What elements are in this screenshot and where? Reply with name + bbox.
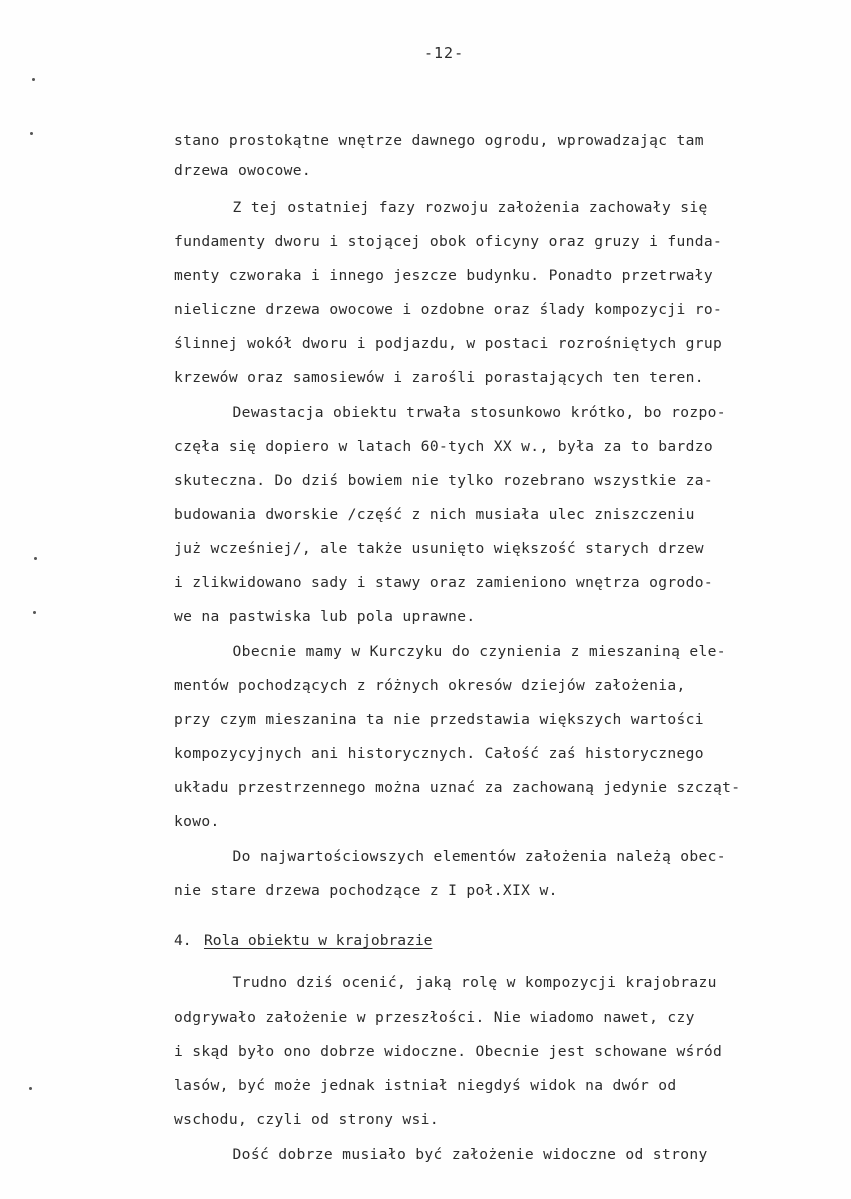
body-line: Do najwartościowszych elementów założenia należą obec-	[196, 848, 726, 865]
body-line: lasów, być może jednak istniał niegdyś widok na dwór od	[174, 1077, 677, 1094]
margin-mark	[33, 611, 36, 614]
body-line: i skąd było ono dobrze widoczne. Obecnie jest schowane wśród	[174, 1043, 723, 1060]
body-line: i zlikwidowano sady i stawy oraz zamieniono wnętrza ogrodo-	[174, 574, 714, 591]
body-line: skuteczna. Do dziś bowiem nie tylko rozebrano wszystkie za-	[174, 472, 714, 489]
section-title: Rola obiektu w krajobrazie	[204, 932, 433, 949]
body-line: budowania dworskie /część z nich musiała ulec zniszczeniu	[174, 506, 695, 523]
body-line: już wcześniej/, ale także usunięto większość starych drzew	[174, 540, 704, 557]
body-line: Obecnie mamy w Kurczyku do czynienia z mieszaniną ele-	[196, 643, 726, 660]
body-line: Trudno dziś ocenić, jaką rolę w kompozycji krajobrazu	[196, 974, 717, 991]
body-line: odgrywało założenie w przeszłości. Nie wiadomo nawet, czy	[174, 1009, 695, 1026]
body-line: mentów pochodzących z różnych okresów dziejów założenia,	[174, 677, 686, 694]
body-line: nieliczne drzewa owocowe i ozdobne oraz ślady kompozycji ro-	[174, 301, 723, 318]
margin-mark	[32, 78, 35, 81]
body-line: Z tej ostatniej fazy rozwoju założenia zachowały się	[196, 199, 708, 216]
body-line: fundamenty dworu i stojącej obok oficyny oraz gruzy i funda-	[174, 233, 723, 250]
body-line: nie stare drzewa pochodzące z I poł.XIX w.	[174, 882, 558, 899]
body-line: układu przestrzennego można uznać za zachowaną jedynie szcząt-	[174, 779, 741, 796]
body-line: stano prostokątne wnętrze dawnego ogrodu, wprowadzając tam	[174, 132, 704, 149]
body-line: przy czym mieszanina ta nie przedstawia większych wartości	[174, 711, 704, 728]
body-line: menty czworaka i innego jeszcze budynku. Ponadto przetrwały	[174, 267, 714, 284]
body-line: Dość dobrze musiało być założenie widoczne od strony	[196, 1146, 708, 1163]
section-number: 4.	[174, 932, 192, 949]
page-number: -12-	[424, 44, 465, 62]
body-line: częła się dopiero w latach 60-tych XX w., była za to bardzo	[174, 438, 714, 455]
body-line: Dewastacja obiektu trwała stosunkowo krótko, bo rozpo-	[196, 404, 726, 421]
body-line: krzewów oraz samosiewów i zarośli porastających ten teren.	[174, 369, 704, 386]
body-line: we na pastwiska lub pola uprawne.	[174, 608, 476, 625]
margin-mark	[34, 557, 37, 560]
body-line: kompozycyjnych ani historycznych. Całość zaś historycznego	[174, 745, 704, 762]
body-line: ślinnej wokół dworu i podjazdu, w postaci rozrośniętych grup	[174, 335, 723, 352]
body-line: drzewa owocowe.	[174, 162, 312, 179]
margin-mark	[29, 1087, 32, 1090]
body-line: wschodu, czyli od strony wsi.	[174, 1111, 439, 1128]
body-line: kowo.	[174, 813, 220, 830]
margin-mark	[30, 132, 33, 135]
